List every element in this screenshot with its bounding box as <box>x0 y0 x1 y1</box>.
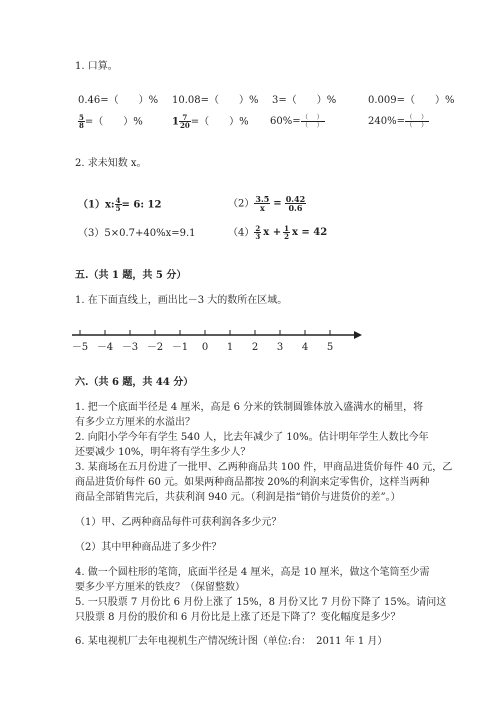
q2-problem-1: （1）x: $\frac{4}{5}$ = 6: 12 <box>78 196 162 214</box>
number-line-label: 0 <box>201 342 209 353</box>
q1-item-3: 3=（ ）% <box>272 95 337 106</box>
fraction: $\frac{( )}{( )}$ <box>301 113 325 129</box>
fraction: $\frac{3.5}{x}$ <box>255 194 270 214</box>
number-line-label: －3 <box>121 342 139 353</box>
s6-sub-2: （2）其中甲种商品进了多少件？ <box>75 542 222 553</box>
q1-item-4: 0.009=（ ）% <box>368 95 455 106</box>
fraction: $\frac{( )}{( )}$ <box>405 113 429 129</box>
number-line-label: －1 <box>171 342 189 353</box>
q1-item-2: 10.08=（ ）% <box>172 95 259 106</box>
number-line-label: 2 <box>251 342 259 353</box>
q2-problem-2: （2） $\frac{3.5}{x}$ = $\frac{0.42}{0.6}$ <box>228 194 306 214</box>
number-line-label: 3 <box>276 342 284 353</box>
s6-line-4: 还要减少 10%，明年将有学生多少人？ <box>75 447 251 458</box>
q1-item-7: 60%= $\frac{( )}{( )}$ <box>270 113 325 129</box>
q1-item-8: 240%= $\frac{( )}{( )}$ <box>368 113 429 129</box>
q2-title: 2. 求未知数 x。 <box>75 158 147 169</box>
number-line-label: 5 <box>326 342 334 353</box>
q1-title: 1. 口算。 <box>75 61 118 72</box>
fraction: $\frac{5}{8}$ <box>79 113 84 131</box>
number-line <box>70 325 370 355</box>
fraction: $\frac{4}{5}$ <box>115 196 121 214</box>
q2-problem-3: （3）5×0.7+40%x=9.1 <box>78 228 196 239</box>
number-line-label: －4 <box>96 342 114 353</box>
number-line-label: 1 <box>226 342 234 353</box>
section-5-heading: 五.（共 1 题，共 5 分） <box>75 270 187 281</box>
s6-line-3: 2. 向阳小学今年有学生 540 人，比去年减少了 10%。估计明年学生人数比今年 <box>75 432 429 443</box>
s6-question-6: 6. 某电视机厂去年电视机生产情况统计图（单位:台： 2011 年 1 月） <box>75 636 388 647</box>
s6-line-6: 商品进货价每件 60 元。如果两种商品都按 20%的利润来定零售价，这样当两种 <box>75 477 430 488</box>
section-6-heading: 六.（共 6 题，共 44 分） <box>75 377 194 388</box>
s6-sub-1: （1）甲、乙两种商品每件可获利润各多少元？ <box>75 517 282 528</box>
fraction: $\frac{7}{20}$ <box>179 113 190 131</box>
number-line-arrow <box>354 331 362 339</box>
number-line-label: 4 <box>301 342 309 353</box>
number-line-label: －5 <box>71 342 89 353</box>
s6-line-2: 有多少立方厘米的水溢出？ <box>75 417 195 428</box>
q2-problem-4: （4） $\frac{2}{3}$ x + $\frac{1}{2}$ x = 42 <box>228 224 328 242</box>
fraction: $\frac{2}{3}$ <box>255 224 261 242</box>
s6-line-1: 1. 把一个底面半径是 4 厘米，高是 6 分米的铁制圆锥体放入盛满水的桶里，将 <box>75 402 424 413</box>
q1-item-5: $\frac{5}{8}$ =（ ）% <box>79 113 143 131</box>
s6-line-8: 4. 做一个圆柱形的笔筒，底面半径是 4 厘米，高是 10 厘米，做这个笔筒至少需 <box>75 567 430 578</box>
s6-line-9: 要多少平方厘米的铁皮？（保留整数） <box>75 582 245 593</box>
q1-item-1: 0.46=（ ）% <box>78 95 159 106</box>
s6-line-5: 3. 某商场在五月份进了一批甲、乙两种商品共 100 件，甲商品进货价每件 40 元，乙 <box>75 462 453 473</box>
section-5-question: 1. 在下面直线上，画出比－3 大的数所在区域。 <box>75 295 288 306</box>
q1-item-6: 1 $\frac{7}{20}$ =（ ）% <box>172 113 249 131</box>
fraction: $\frac{1}{2}$ <box>284 224 289 242</box>
number-line-label: －2 <box>146 342 164 353</box>
s6-line-11: 只股票 8 月份的股价和 6 月份比是上涨了还是下降了？变化幅度是多少？ <box>75 612 401 623</box>
s6-line-7: 商品全部销售完后，共获利润 940 元。（利润是指“销价与进货价的差”。） <box>75 492 401 503</box>
fraction: $\frac{0.42}{0.6}$ <box>285 194 306 214</box>
s6-line-10: 5. 一只股票 7 月份比 6 月份上涨了 15%，8 月份又比 7 月份下降了 15%。请问这 <box>75 597 447 608</box>
